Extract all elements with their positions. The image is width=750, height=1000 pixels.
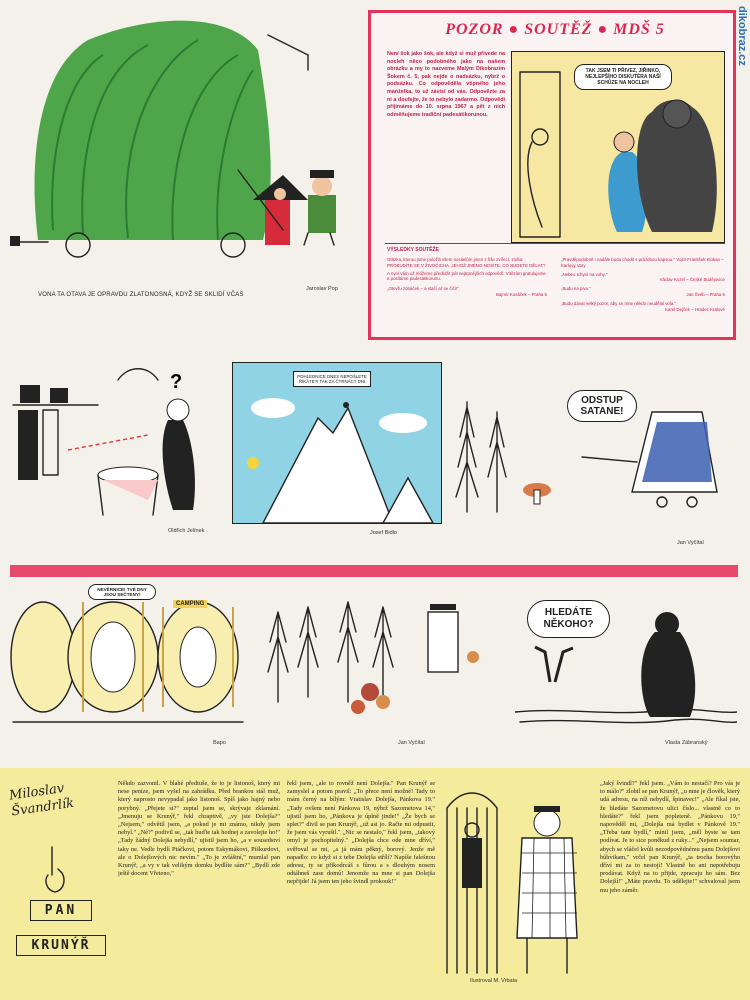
cartoon-zabransky [515, 582, 737, 752]
story-illustration [442, 778, 592, 988]
cartoon-bapo [8, 582, 248, 752]
pointing-hand-icon [40, 845, 70, 895]
cartoon-zabransky-bubble: HLEDÁTE NĚKOHO? [527, 600, 610, 638]
results-left [387, 257, 547, 298]
story-title-line: KRUNÝŘ [16, 935, 106, 956]
watermark: dikobraz.cz [736, 6, 748, 66]
hay-author: Jaroslav Pop [306, 286, 338, 292]
cartoon-vycital-2-author: Jan Vyčítal [398, 740, 425, 746]
contest-box [368, 10, 736, 340]
cartoon-bidlo-sky [232, 362, 442, 524]
cartoon-vycital-1 [452, 362, 737, 552]
result-item: A nyní vám už můžeme předložit pět nejtrpnějších odpovědí. Vítězům gratulujeme a posíláme padesátikorunu. [387, 270, 546, 282]
result-item: „Otevřu zobáček – a stačí ať se čiči!" [387, 286, 459, 292]
cartoon-bapo-author: Bapo [213, 740, 226, 746]
story-title-box [16, 900, 106, 956]
results-divider [385, 243, 725, 244]
contest-bubble: TAK JSEM TI PŘIVEZ, JIŘINKO, NEJLEPŠÍHO DISKUTÉRA NAŠÍ SCHŮZE NA NOCLEH [574, 64, 672, 90]
contest-illustration [511, 51, 725, 243]
pink-band [10, 565, 738, 577]
results-right [561, 257, 725, 312]
story-column-1: Někdo zazvonil. V blahé předtuše, že to je listonoš, který mi nese peníze, jsem vyšel na zahrádku. Před brankou stál muž, který naprosto nevypadal jako listonoš. Spíš jako hajný nebo porybný. „Přejete si?" zeptal jsem se, skrývaje zklamání. „Jmenuju se Krunýř," řekl chraptivě, „vy jste Dolejša?" „Nejsem," odvětil jsem, „a pokud je mi známo, nikdy jsem nebyl." „Né?" podivil se, „tak buďte tak hodnej a zavolejte ho!" „Tady žádný Dolejša nebydlí," ujistil jsem ho, „a v sousedství taky ne. Vedle bydlí Ptáčkovi, potom Eskymákovi, Piškurdovi, ale o Dolejšových nic nevím." „To je zvláštní," mumlal pan Krunýř, „a vy v tak velikým domku bydlíte sám?" „Bydlí zde ještě docent Vřeteno," [118, 780, 280, 878]
result-item: Karel Dejček – Hradec Králové [664, 306, 725, 312]
result-item: „Pravděpodobně i nadále budu chodit s prázdnou kapsou." Vojín František Klokan – Karlovy Vary [561, 257, 724, 268]
story-illustrator: Ilustroval M. Vrbata [470, 978, 518, 984]
result-item: „Budu na pivo." [561, 286, 591, 292]
cartoon-jelinek [8, 360, 223, 540]
hay-cartoon-drawing [8, 10, 358, 270]
cartoon-bidlo-author: Josef Bidlo [370, 530, 397, 536]
cartoon-jelinek-author: Oldřich Jelínek [168, 528, 205, 534]
results-title: VÝSLEDKY SOUTĚŽE [387, 247, 439, 253]
cartoon-vycital-1-author: Jan Vyčítal [677, 540, 704, 546]
story-title-line: PAN [30, 900, 92, 921]
result-item: „Nebeu tchyní na vohy." [561, 271, 608, 277]
contest-body: Není šok jako šok, ale když si muž přivede na nocleh něco podobného jako na našem obrázku a my to nazveme Malým Dikobrazím Šokem č. 5, pak nejde o nadsázku, nýbrž o podsázku. Co odpověděla vtipného jeho manželka, to už závisí od vás. Odpovězte za ni a doufejte, že to nebylo zadarmo. Odpovědi přijímáme do 10. srpna 1967 a pět z nich odměňujeme tradiční padesátikorunou. [387, 51, 505, 118]
cartoon-bapo-camping: CAMPING [173, 600, 207, 608]
result-item: Bajmír Kosáček – Praha 5 [495, 291, 547, 297]
result-item: „Budu dávat velký pozor, aby se mne někdo neudělal vola." [561, 300, 677, 306]
cartoon-bidlo [232, 362, 444, 542]
cartoon-vycital-1-bubble: ODSTUP SATANE! [567, 390, 637, 422]
cartoon-bidlo-sign: POHLEDNICE DNES NEPOŠLETE ŘÍKÁTE?! TAK ZA ČTRNÁCT DNÍ [293, 371, 371, 387]
story-author-script: Miloslav Švandrlík [8, 781, 76, 820]
svg-text:?: ? [170, 371, 183, 393]
cartoon-vycital-2 [258, 582, 503, 752]
hay-cartoon [8, 10, 358, 310]
result-item: Otázka, kterou jsme položili všem nositelům jmen z řiše zvířecí, zněla: PROBUDÍTE SE V ŽIVOČICHA, JEHOŽ JMÉNO NOSÍTE. CO BUDETE DĚLAT? [387, 257, 546, 268]
result-item: Jan Švéb – Praha 5 [686, 291, 725, 297]
story-column-2: řekl jsem, „ale to rovněž není Dolejša." Pan Krunýř se zamyslel a potom pravil: „To přece není možné! Tady to mám černý na bílým: Vratislav Dolejša, Pánkova 19." „Tady ovšem není Pánkova 19, nýbrž Sazometova 14," ujistil jsem ho, „Pánkova je úplně jinde!" „Že bych se splet?" divil se pan Krunýř, „už asi jo. Račte mi odpustit, že jsem vás vyrušil." „Nic se nestalo," řekl jsem, „takový omyl je pochopitelný." „Dolejša chce ode mne dříví," svěřoval se mi, „a já mám pěkný, borový. Jenže mě napadlo: co když si z tebe Dolejša střílí? Napíše falešnou adresu, ty se přikodrcáš s fůrou a s dlouhým nosem odtáhneš zase domů! Jenomže na mne si pan Dolejša nepřijde! Já jsem ten jeho švindl prokouk!" [287, 780, 435, 886]
cartoon-zabransky-author: Vlasta Zábranský [665, 740, 708, 746]
story-column-3: „Jaký švindl?" řekl jsem. „Vám to nestačí? Pro vás je to málo?" zlobil se pan Krunýř, „u mne je člověk, který udá adresu, na níž nebydlí, špinavec!" „Ale říkal jste, že hledáte Sazometovu ulici číslo... vlastně co to hledáte?" řekl jsem popleteně. „Pánkovu 19," napověděl mi, „Dolejša má bydlet v Pánkově 19." „Třeba tam bydlí," mínil jsem, „měl byste se tam podívat. Je to sice poněkud z ruky..." „Nejsem soumar, abych se vláčel kvůli nezodpovědnému panu Dolejšovi bůhvikam," vrčel pan Krunýř, „ta trocha borovýho dříví mi za to nestojí! Vlastně ho ani nepotřebuju prodávat. Když na to přijde, zpracuju ho sám. Bez Dolejší!" „Máte pravdu. To udělejte!" schvaloval jsem mu jeho záměr. [600, 780, 740, 894]
hay-caption: VONA TA OTAVA JE OPRAVDU ZLATONOSNÁ, KDYŽ SE SKLIDÍ VČAS [38, 292, 244, 298]
cartoon-bapo-sign: NEVĚRNICE! TVÉ DNY JSOU SEČTENY! [88, 584, 156, 600]
result-item: Václav Kozel – České Budějovice [659, 277, 725, 283]
contest-title: POZOR ● SOUTĚŽ ● MDŠ 5 [445, 21, 665, 38]
